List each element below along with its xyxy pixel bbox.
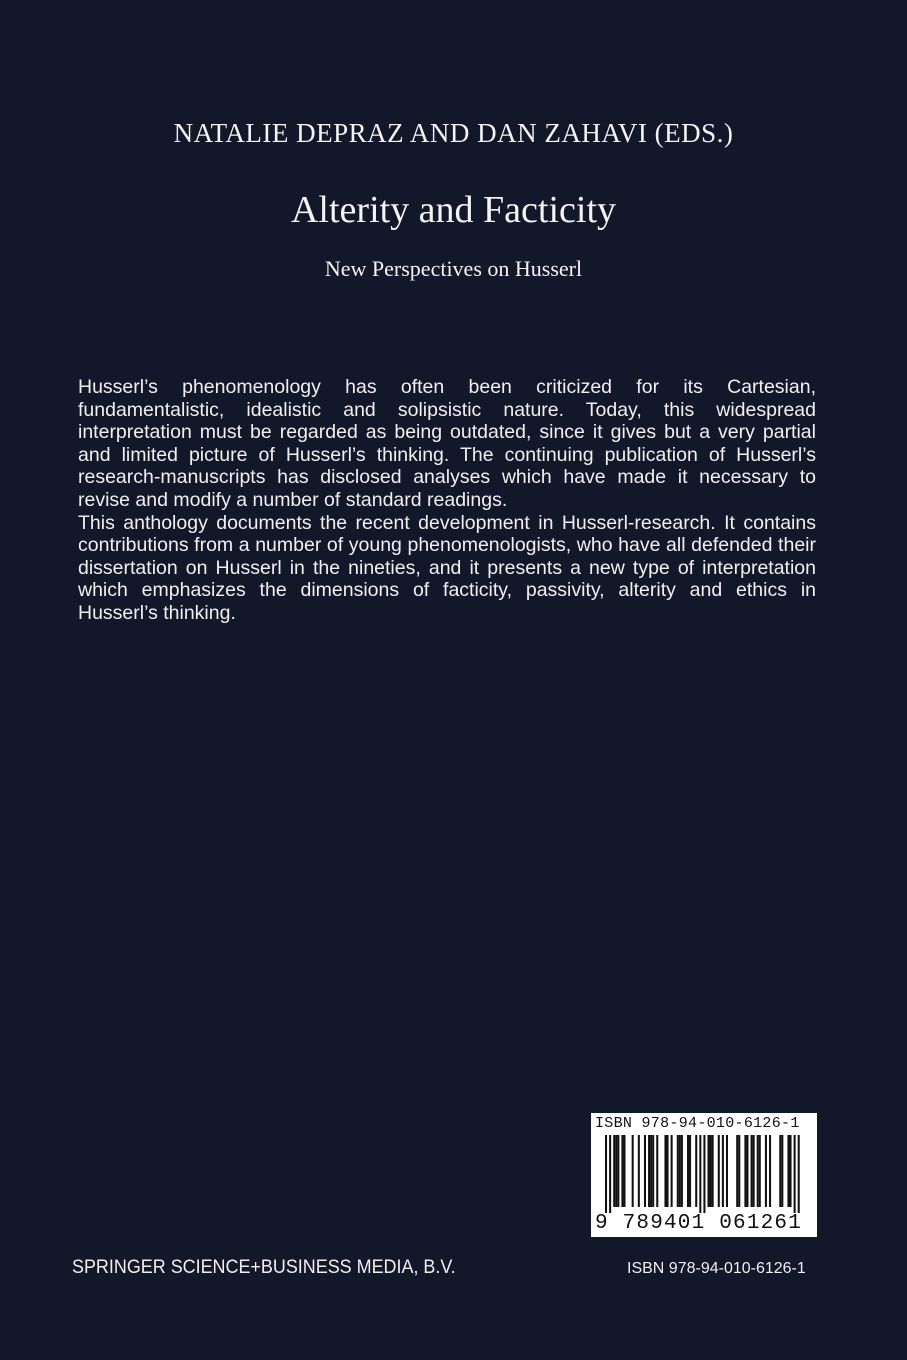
barcode-bar [638, 1135, 640, 1207]
barcode-bar [710, 1135, 712, 1207]
book-subtitle: New Perspectives on Husserl [324, 256, 583, 281]
barcode-bar [765, 1135, 767, 1207]
barcode-bar [746, 1135, 748, 1207]
barcode-bar [621, 1135, 623, 1207]
barcode-bar [738, 1135, 740, 1207]
blurb-text [78, 376, 816, 625]
barcode-bar [757, 1135, 759, 1207]
barcode-bar [708, 1135, 710, 1207]
barcode-bar [779, 1135, 781, 1207]
barcode-bar [613, 1135, 615, 1207]
barcode-bar [677, 1135, 679, 1207]
barcode-bar [617, 1135, 619, 1207]
barcode-bar [703, 1135, 705, 1213]
editors-line: NATALIE DEPRAZ AND DAN ZAHAVI (EDS.) [173, 118, 734, 148]
barcode-bar [605, 1135, 607, 1213]
barcode-bar [744, 1135, 746, 1207]
barcode-bar [671, 1135, 673, 1207]
barcode-bar [652, 1135, 654, 1207]
book-title: Alterity and Facticity [290, 189, 617, 231]
barcode-bar [687, 1135, 689, 1207]
barcode-bar [664, 1135, 666, 1207]
barcode-bar [609, 1135, 611, 1213]
barcode-bar [656, 1135, 658, 1207]
blurb-paragraph-1: Husserl’s phenomenology has often been criticized for its Cartesian, fundamentalistic, idealistic and solipsistic nature. Today, this widespread interpretation must be regarded as being outdated, since it gives but a very partial and limited picture of Husserl’s thinking. The continuing publication of Husserl’s research-manuscripts has disclosed analyses which have made it necessary to revise and modify a number of standard readings. [78, 376, 816, 511]
barcode-bar [781, 1135, 783, 1207]
barcode-bar [615, 1135, 617, 1207]
barcode-isbn-label: ISBN 978-94-010-6126-1 [595, 1115, 800, 1132]
barcode-bar [667, 1135, 669, 1207]
barcode-bar [769, 1135, 771, 1207]
barcode-bar [689, 1135, 691, 1207]
barcode-bar [751, 1135, 753, 1207]
barcode-digits: 9 789401 061261 [595, 1212, 803, 1235]
barcode-bar [650, 1135, 652, 1207]
barcode-bar [736, 1135, 738, 1207]
barcode-bar [623, 1135, 625, 1207]
barcode-bar [648, 1135, 650, 1207]
barcode-bar [699, 1135, 701, 1213]
barcode-bar [644, 1135, 646, 1207]
isbn-number: ISBN 978-94-010-6126-1 [627, 1260, 806, 1277]
publisher-name: SPRINGER SCIENCE+BUSINESS MEDIA, B.V. [72, 1256, 456, 1278]
barcode-bar [790, 1135, 792, 1207]
barcode-bar [794, 1135, 796, 1213]
barcode-bar [679, 1135, 681, 1207]
barcode-bar [787, 1135, 789, 1207]
barcode-bar [695, 1135, 697, 1207]
barcode-bar [726, 1135, 728, 1207]
barcode-bar [632, 1135, 634, 1207]
barcode-bar [722, 1135, 724, 1207]
barcode [591, 1113, 817, 1237]
barcode-bar [712, 1135, 714, 1207]
barcode-bar [718, 1135, 720, 1207]
barcode-bar [753, 1135, 755, 1207]
barcode-bar [681, 1135, 683, 1207]
blurb-paragraph-2: This anthology documents the recent development in Husserl-research. It contains contributions from a number of young phenomenologists, who have all defended their dissertation on Husserl in the nineties, and it presents a new type of interpretation which emphasizes the dimensions of facticity, passivity, alterity and ethics in Husserl’s thinking. [78, 511, 816, 624]
barcode-bars-icon [591, 1135, 817, 1213]
barcode-bar [759, 1135, 761, 1207]
barcode-bar [798, 1135, 800, 1213]
